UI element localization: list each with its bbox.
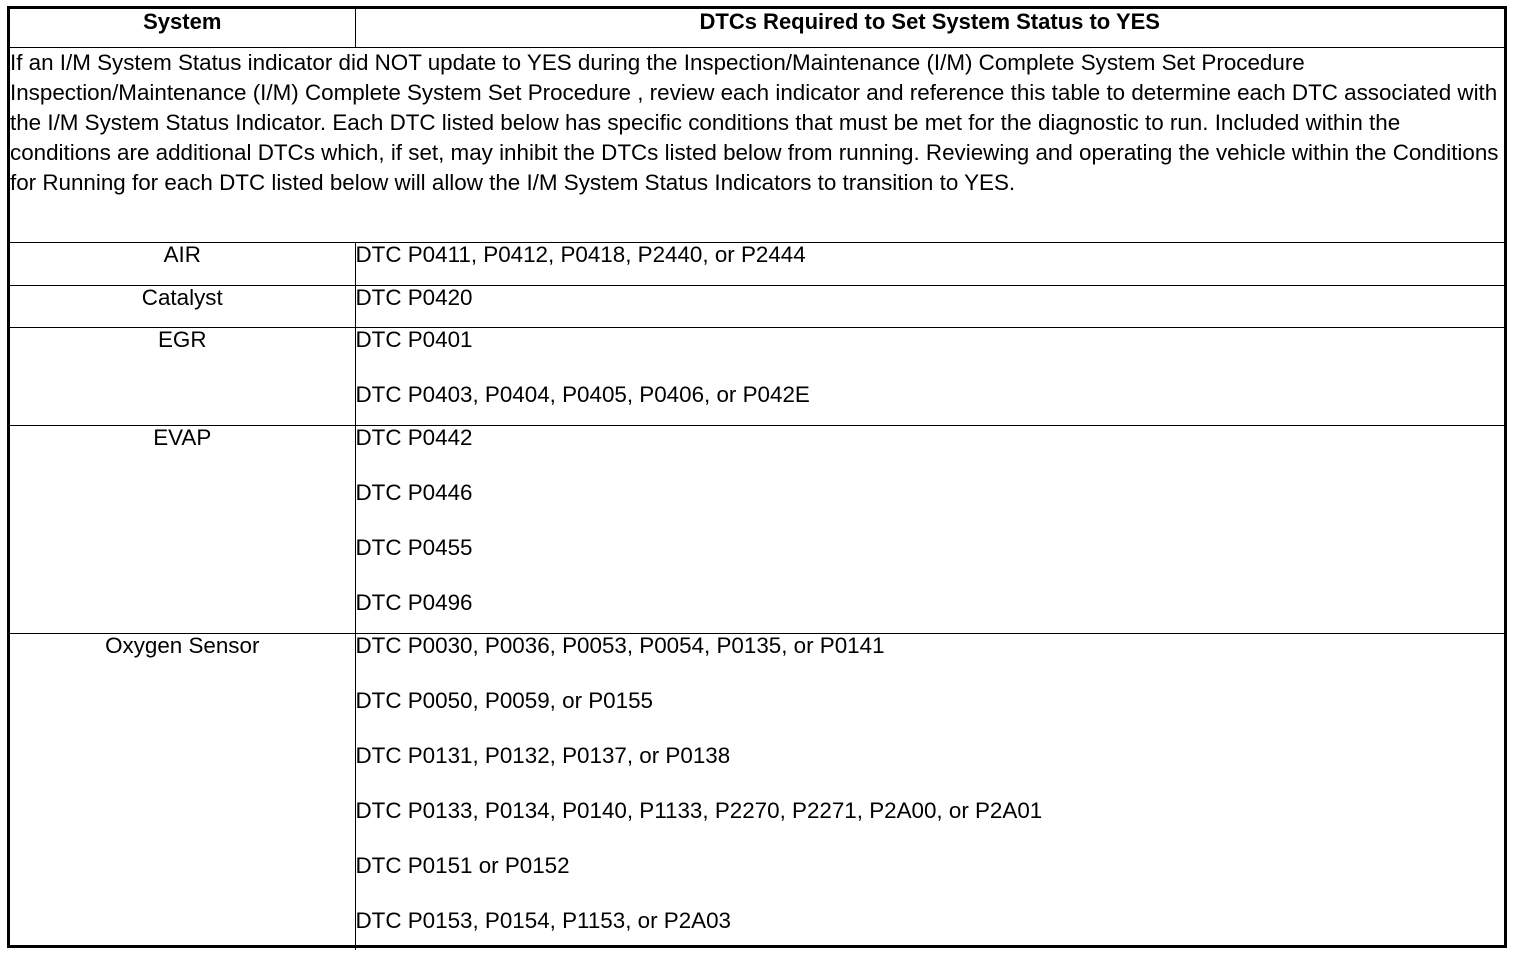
dtc-line: DTC P0446 <box>355 480 473 505</box>
dtc-line: DTC P0411, P0412, P0418, P2440, or P2444 <box>355 242 806 267</box>
table-row <box>10 286 1504 328</box>
dtc-line: DTC P0030, P0036, P0053, P0054, P0135, or P0141 <box>355 633 885 658</box>
dtc-cell <box>355 286 1504 328</box>
table-row <box>10 328 1504 426</box>
dtc-line: DTC P0050, P0059, or P0155 <box>355 688 653 713</box>
dtc-line: DTC P0455 <box>355 535 473 560</box>
dtc-line: DTC P0151 or P0152 <box>355 853 570 878</box>
dtc-cell <box>355 243 1504 286</box>
dtc-line: DTC P0133, P0134, P0140, P1133, P2270, P2271, P2A00, or P2A01 <box>355 798 1043 823</box>
dtc-line: DTC P0496 <box>355 590 473 615</box>
system-cell: Catalyst <box>10 286 355 328</box>
dtc-cell <box>355 328 1504 426</box>
dtc-line: DTC P0401 <box>355 327 473 352</box>
dtc-line: DTC P0420 <box>355 285 473 310</box>
intro-text: If an I/M System Status indicator did NOT update to YES during the Inspection/Maintenance (I/M) Complete System Set Procedure Inspection/Maintenance (I/M) Complete System Set Procedure , review each indicator and reference this table to determine each DTC associated with the I/M System Status Indicator. Each DTC listed below has specific conditions that must be met for the diagnostic to run. Included within the conditions are additional DTCs which, if set, may inhibit the DTCs listed below from running. Reviewing and operating the vehicle within the Conditions for Running for each DTC listed below will allow the I/M System Status Indicators to transition to YES. <box>10 48 1504 243</box>
dtc-cell <box>355 634 1504 951</box>
system-cell: EVAP <box>10 426 355 634</box>
dtc-line: DTC P0403, P0404, P0405, P0406, or P042E <box>355 382 810 407</box>
dtc-table-frame <box>7 6 1507 948</box>
dtc-cell <box>355 426 1504 634</box>
system-cell: Oxygen Sensor <box>10 634 355 951</box>
header-system: System <box>10 9 355 48</box>
dtc-line: DTC P0131, P0132, P0137, or P0138 <box>355 743 731 768</box>
dtc-line: DTC P0153, P0154, P1153, or P2A03 <box>355 908 731 933</box>
table-row <box>10 426 1504 634</box>
table-row <box>10 243 1504 286</box>
table-row <box>10 634 1504 951</box>
table-header-row <box>10 9 1504 48</box>
header-dtcs: DTCs Required to Set System Status to YES <box>355 9 1504 48</box>
intro-row <box>10 48 1504 243</box>
dtc-line: DTC P0442 <box>355 425 473 450</box>
system-cell: AIR <box>10 243 355 286</box>
system-cell: EGR <box>10 328 355 426</box>
dtc-table <box>10 9 1504 950</box>
